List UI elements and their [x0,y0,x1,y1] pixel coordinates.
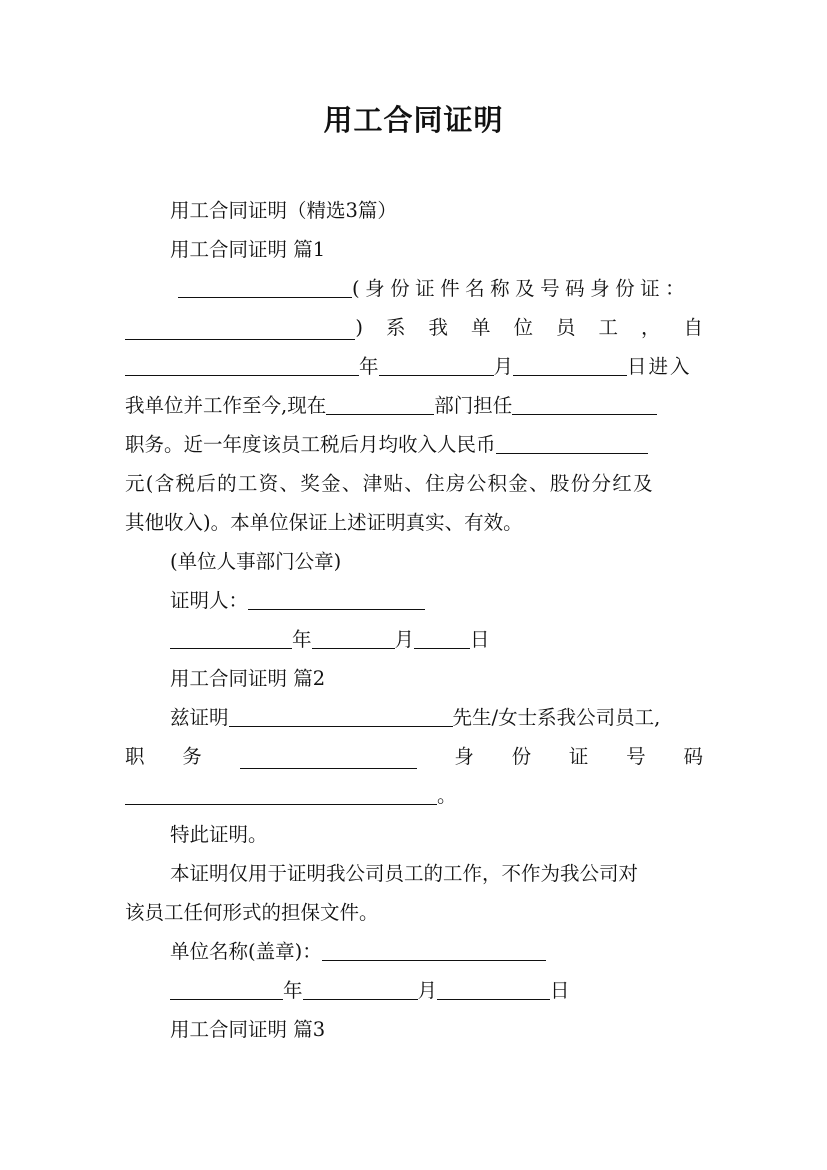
s2-l3-end: 。 [437,784,457,807]
s2-day-blank[interactable] [437,977,550,1000]
document-title: 用工合同证明 [323,103,504,137]
s1-seal-text: (单位人事部门公章) [170,550,342,573]
department-blank[interactable] [326,392,434,415]
s2-l2-e: 证 [568,745,589,768]
id-number-blank[interactable] [125,317,355,340]
s2-unit-label: 单位名称(盖章)： [170,940,322,963]
s1-l1-text: (身份证件名称及号码身份证： [352,277,691,300]
s2-note-1: 本证明仅用于证明我公司员工的工作，不作为我公司对 [170,862,639,885]
section-1-heading: 用工合同证明 篇1 [170,238,326,261]
s2-date-day: 日 [550,979,570,1002]
s2-year-blank[interactable] [170,977,283,1000]
s2-line-1 [170,698,703,737]
section-3-heading: 用工合同证明 篇3 [170,1018,326,1041]
s2-date-month: 月 [417,979,438,1002]
s1-line-5 [125,425,703,464]
s2-l2-c: 身 [454,745,474,768]
s1-certifier-label: 证明人： [170,589,249,612]
section-2-heading: 用工合同证明 篇2 [170,667,326,690]
s1-month-blank[interactable] [312,626,395,649]
s1-year-blank[interactable] [170,626,292,649]
s1-l4-b: 部门担任 [434,394,513,417]
s2-line-3 [125,776,703,815]
s2-unit [170,932,703,971]
position-blank[interactable] [512,392,657,415]
s1-date [170,620,703,659]
id-card-blank[interactable] [125,782,437,805]
s1-line-3 [125,347,703,386]
s2-l2-b: 务 [182,745,202,768]
s1-l5-a: 职务。近一年度该员工税后月均收入人民币 [125,433,496,456]
s1-l3-day: 日进入 [627,355,692,378]
s2-l2-g: 码 [683,745,703,768]
s1-l3-month: 月 [493,355,514,378]
certifier-blank[interactable] [248,587,425,610]
s1-date-day: 日 [470,628,490,651]
s1-date-month: 月 [394,628,415,651]
employee-name-blank[interactable] [229,704,453,727]
s2-line-2 [125,737,703,776]
s1-day-blank[interactable] [414,626,470,649]
document-subtitle: 用工合同证明（精选3篇） [170,199,397,222]
s1-line-1 [178,269,703,308]
s1-line-6: 元(含税后的工资、奖金、津贴、住房公积金、股份分红及 [125,472,654,495]
name-blank[interactable] [178,275,352,298]
start-year-blank[interactable] [125,353,359,376]
income-blank[interactable] [496,431,648,454]
s2-date [170,971,703,1010]
unit-name-blank[interactable] [322,938,546,961]
s2-l2-a: 职 [125,745,145,768]
s1-certifier [170,581,703,620]
s2-l1-b: 先生/女士系我公司员工, [452,706,661,729]
s2-l2-f: 号 [626,745,646,768]
s1-date-year: 年 [292,628,312,651]
s1-l3-year: 年 [359,355,379,378]
start-day-blank[interactable] [513,353,627,376]
start-month-blank[interactable] [379,353,494,376]
s2-date-year: 年 [283,979,303,1002]
s1-l2-text: )系我单位员工，自 [355,316,726,339]
s2-l1-a: 兹证明 [170,706,229,729]
s2-l2-d: 份 [511,745,532,768]
s1-line-4 [125,386,703,425]
s1-line-7: 其他收入)。本单位保证上述证明真实、有效。 [125,511,523,534]
s1-l4-a: 我单位并工作至今,现在 [125,394,327,417]
s2-note-2: 该员工任何形式的担保文件。 [125,901,379,924]
s1-line-2 [125,308,726,347]
s2-special: 特此证明。 [170,823,268,846]
s2-month-blank[interactable] [303,977,418,1000]
job-title-blank[interactable] [240,746,417,769]
